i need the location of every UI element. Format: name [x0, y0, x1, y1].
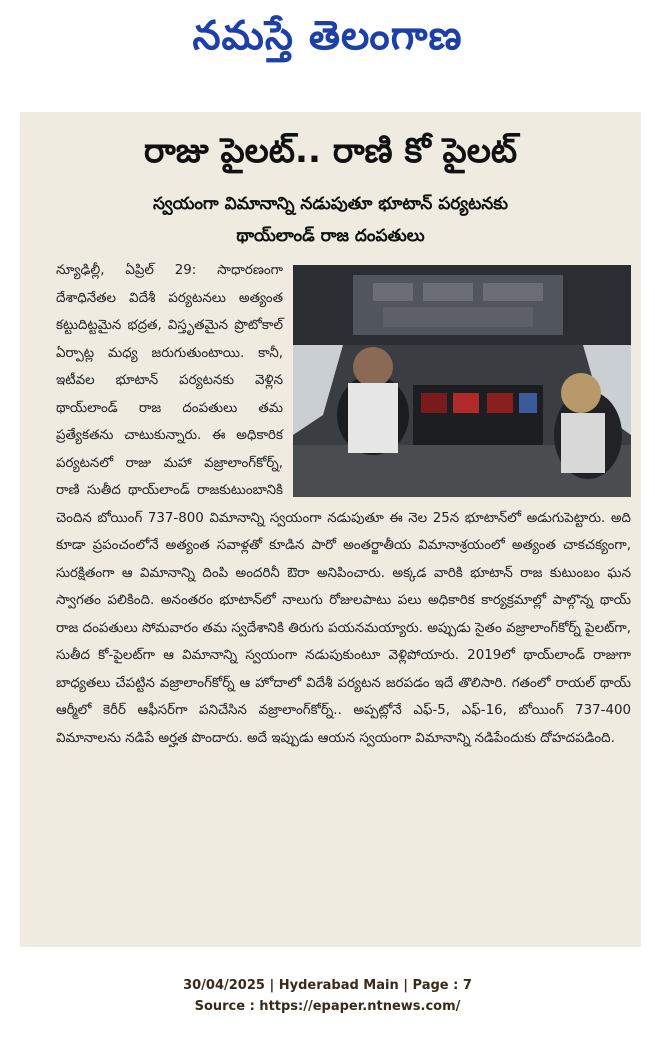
- article-body-container: [56, 257, 631, 752]
- footer-source: Source : https://epaper.ntnews.com/: [194, 999, 461, 1014]
- subhead-line-1: స్వయంగా విమానాన్ని నడుపుతూ భూటాన్ పర్యటనకు: [153, 194, 508, 214]
- article-body-text: న్యూఢిల్లీ, ఏప్రిల్ 29: సాధారణంగా దేశాధినేతల విదేశీ పర్యటనలు అత్యంత కట్టుదిట్టమైన భద్రత, విస్తృతమైన ప్రొటోకాల్ ఏర్పాట్ల మధ్య జరుగుతుంటాయి. కానీ, ఇటీవల భూటాన్ పర్యటనకు వెళ్లిన థాయ్‌లాండ్ రాజ దంపతులు తమ ప్రత్యేకతను చాటుకున్నారు. ఈ అధికారిక పర్యటనలో రాజు మహా వజ్రాలాంగ్‌కోర్న్, రాణి సుతీద థాయ్‌లాండ్ రాజకుటుంబానికి చెందిన బోయింగ్ 737-800 విమానాన్ని స్వయంగా నడుపుతూ ఈ నెల 25న భూటాన్‌లో అడుగుపెట్టారు. అది కూడా ప్రపంచంలోనే అత్యంత సవాళ్లతో కూడిన పారో అంతర్జాతీయ విమానాశ్రయంలో అత్యంత చాకచక్యంగా, సురక్షితంగా ఆ విమానాన్ని దింపి అందరినీ ఔరా అనిపించారు. అక్కడ వారికి భూటాన్ రాజ కుటుంబం ఘన స్వాగతం పలికింది. అనంతరం భూటాన్‌లో నాలుగు రోజులపాటు పలు అధికారిక కార్యక్రమాల్లో పాల్గొన్న థాయ్ రాజ దంపతులు సోమవారం తమ స్వదేశానికి తిరుగు పయనమయ్యారు. అప్పుడు సైతం వజ్రాలాంగ్‌కోర్న్ పైలట్‌గా, సుతీద కో-పైలట్‌గా ఆ విమానాన్ని స్వయంగా నడుపుకుంటూ వెళ్లిపోయారు. 2019లో థాయ్‌లాండ్ రాజుగా బాధ్యతలు చేపట్టిన వజ్రాలాంగ్‌కోర్న్ ఆ హోదాలో విదేశీ పర్యటన జరపడం ఇదే తొలిసారి. గతంలో రాయల్ థాయ్ ఆర్మీలో కెరీర్ ఆఫీసర్‌గా పనిచేసిన వజ్రాలాంగ్‌కోర్న్.. అప్పట్లోనే ఎఫ్-5, ఎఫ్-16, బోయింగ్ 737-400 విమానాలను నడిపే అర్హత పొందారు. అదే ఇప్పుడు ఆయన స్వయంగా విమానాన్ని నడిపేందుకు దోహదపడింది.: [56, 263, 631, 746]
- article-panel: [20, 112, 641, 947]
- page-footer: [0, 975, 655, 1017]
- article-subhead: [50, 188, 611, 252]
- cockpit-photo-illustration: [293, 265, 631, 497]
- cockpit-photo: [293, 265, 631, 497]
- subhead-line-2: థాయ్‌లాండ్ రాజ దంపతులు: [236, 226, 425, 246]
- footer-edition-info: 30/04/2025 | Hyderabad Main | Page : 7: [183, 978, 472, 993]
- newspaper-masthead: నమస్తే తెలంగాణ: [192, 13, 463, 59]
- article-headline: రాజు పైలట్.. రాణి కో పైలట్: [143, 131, 518, 171]
